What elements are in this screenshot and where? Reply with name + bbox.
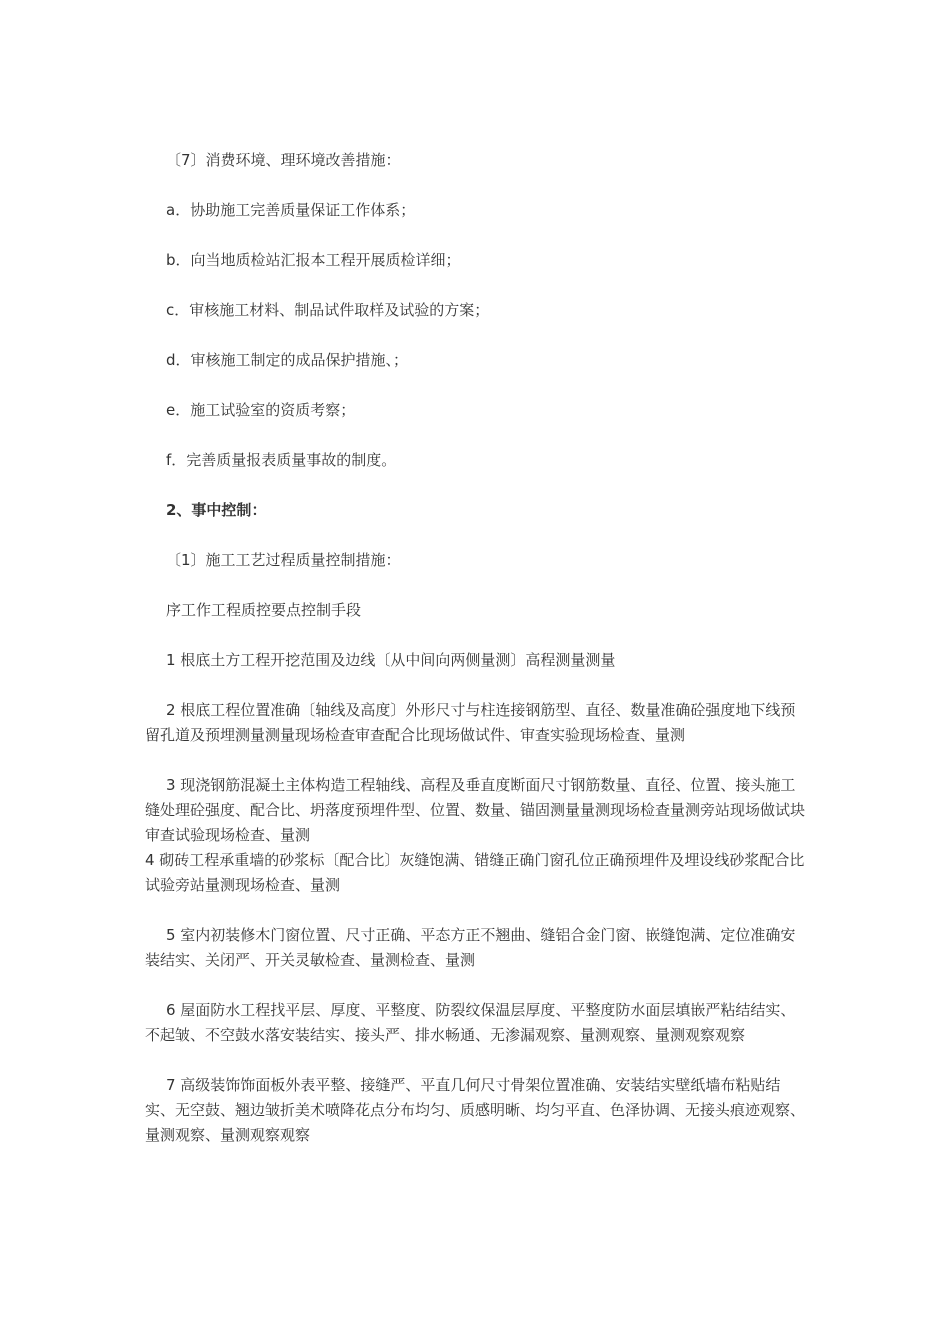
row-7: 7 高级装饰饰面板外表平整、接缝严、平直几何尺寸骨架位置准确、安装结实壁纸墙布粘贴结实、无空鼓、翘边皱折美术喷降花点分布均匀、质感明晰、均匀平直、色泽协调、无接头痕迹观察、量测观察、量测观察观察 — [145, 1076, 806, 1144]
subsection-1-heading: 〔1〕施工工艺过程质量控制措施： — [166, 551, 401, 569]
section-2-heading: 2、事中控制： — [166, 501, 267, 519]
item-b: b．向当地质检站汇报本工程开展质检详细； — [166, 251, 461, 269]
item-d: d．审核施工制定的成品保护措施、； — [166, 351, 409, 369]
row-2: 2 根底工程位置准确〔轴线及高度〕外形尺寸与柱连接钢筋型、直径、数量准确砼强度地下线预留孔道及预埋测量测量现场检查审查配合比现场做试件、审查实验现场检查、量测 — [145, 701, 796, 744]
row-4: 4 砌砖工程承重墙的砂浆标〔配合比〕灰缝饱满、错缝正确门窗孔位正确预埋件及埋设线砂浆配合比试验旁站量测现场检查、量测 — [145, 851, 805, 894]
row-6: 6 屋面防水工程找平层、厚度、平整度、防裂纹保温层厚度、平整度防水面层填嵌严粘结结实、不起皱、不空鼓水落安装结实、接头严、排水畅通、无渗漏观察、量测观察、量测观察观察 — [145, 1001, 796, 1044]
row-5: 5 室内初装修木门窗位置、尺寸正确、平态方正不翘曲、缝铝合金门窗、嵌缝饱满、定位准确安装结实、关闭严、开关灵敏检查、量测检查、量测 — [145, 926, 796, 969]
document-page — [145, 148, 810, 1173]
item-7-heading: 〔7〕消费环境、理环境改善措施： — [166, 151, 401, 169]
item-a: a．协助施工完善质量保证工作体系； — [166, 201, 416, 219]
row-1: 1 根底土方工程开挖范围及边线〔从中间向两侧量测〕高程测量测量 — [166, 651, 616, 669]
item-c: c．审核施工材料、制品试件取样及试验的方案； — [166, 301, 490, 319]
table-header-line: 序工作工程质控要点控制手段 — [166, 601, 362, 619]
row-3: 3 现浇钢筋混凝土主体构造工程轴线、高程及垂直度断面尺寸钢筋数量、直径、位置、接头施工缝处理砼强度、配合比、坍落度预埋件型、位置、数量、锚固测量量测现场检查量测旁站现场做试块审查试验现场检查、量测 — [145, 776, 806, 844]
item-e: e．施工试验室的资质考察； — [166, 401, 356, 419]
item-f: f．完善质量报表质量事故的制度。 — [166, 451, 397, 469]
